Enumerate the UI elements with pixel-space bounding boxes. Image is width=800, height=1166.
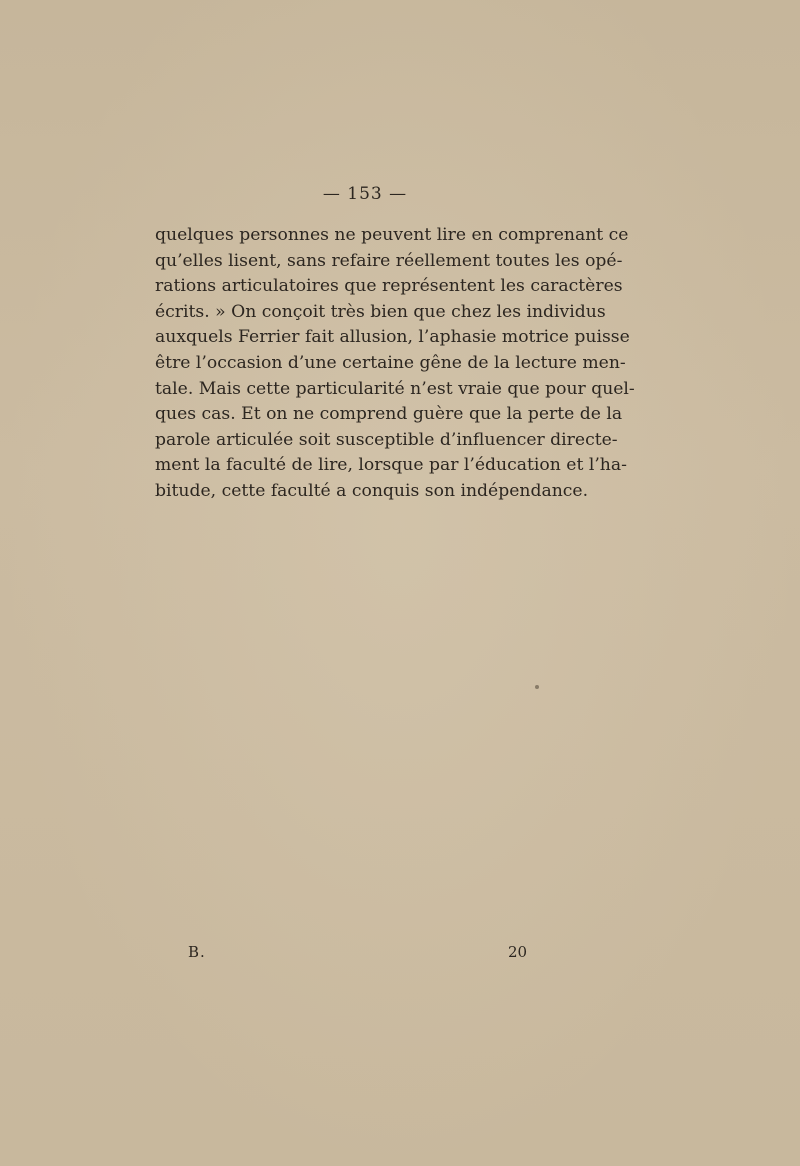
- body-paragraph: [155, 223, 635, 505]
- text-line: qu’elles lisent, sans refaire réellement toutes les opé-: [155, 250, 623, 271]
- text-line: parole articulée soit susceptible d’influencer directe-: [155, 429, 618, 450]
- text-line: tale. Mais cette particularité n’est vraie que pour quel-: [155, 378, 635, 399]
- text-line: être l’occasion d’une certaine gêne de la lecture men-: [155, 352, 626, 373]
- text-line: bitude, cette faculté a conquis son indépendance.: [155, 480, 589, 501]
- text-line: écrits. » On conçoit très bien que chez les individus: [155, 301, 606, 322]
- gathering-number: 20: [508, 943, 528, 961]
- text-line: rations articulatoires que représentent les caractères: [155, 276, 623, 297]
- text-line: ques cas. Et on ne comprend guère que la perte de la: [155, 404, 623, 425]
- text-line: ment la faculté de lire, lorsque par l’éducation et l’ha-: [155, 455, 627, 476]
- paper-speck: [535, 685, 539, 689]
- text-line: quelques personnes ne peuvent lire en comprenant ce: [155, 225, 629, 245]
- page-number-header: — 153 —: [322, 184, 408, 204]
- signature-mark: B.: [188, 943, 206, 961]
- text-line: auxquels Ferrier fait allusion, l’aphasie motrice puisse: [155, 327, 630, 348]
